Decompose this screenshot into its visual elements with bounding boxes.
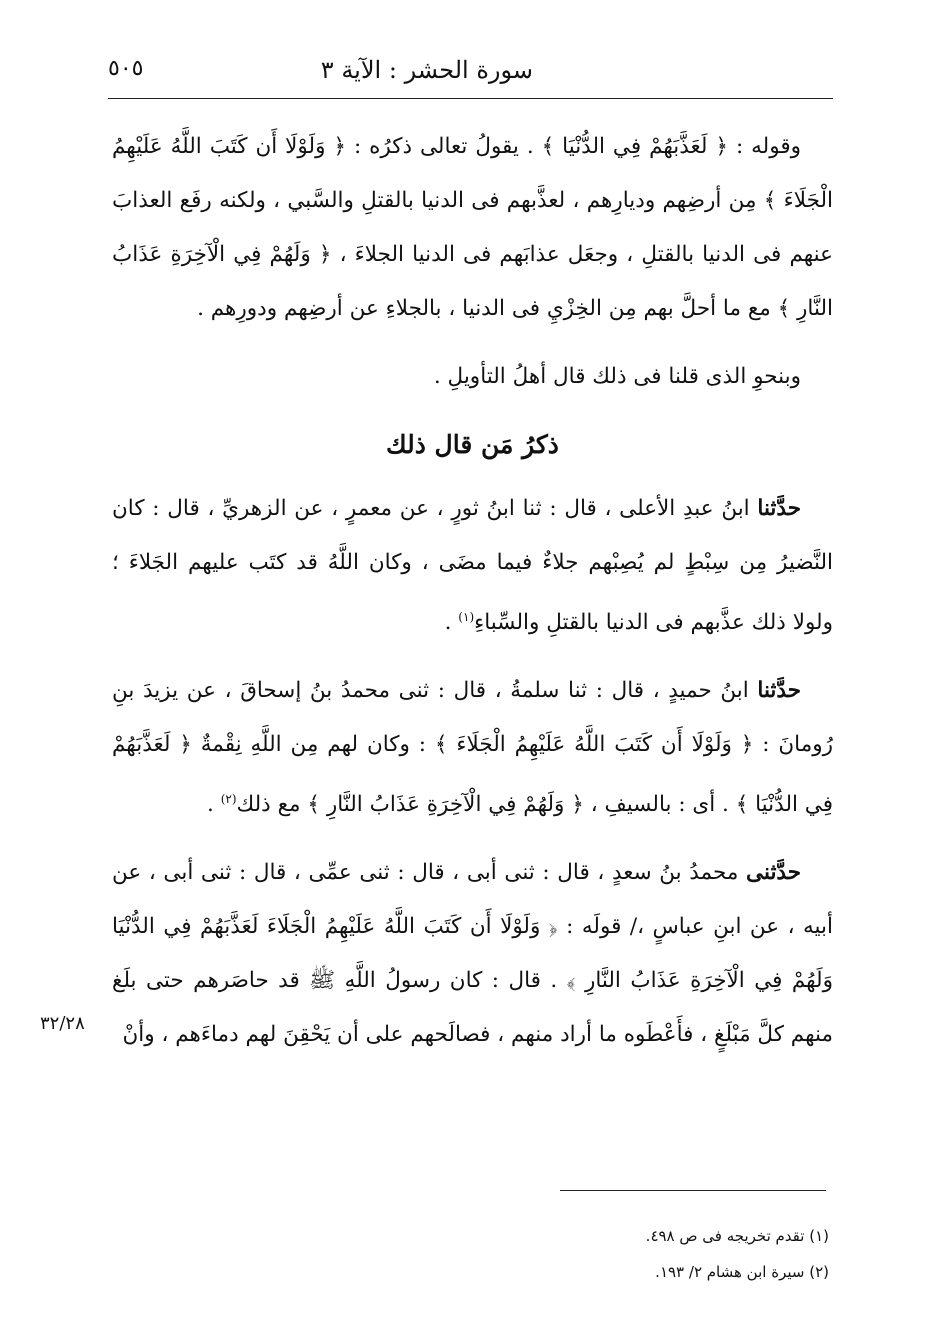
- footnote-marker: (١): [458, 610, 475, 624]
- narration-text: ابنُ حميدٍ ، قال : ثنا سلمةُ ، قال : ثنى محمدُ بنُ إسحاقَ ، عن يزيدَ بنِ رُومانَ : ﴿ وَلَوْلَا أَن كَتَبَ اللَّهُ عَلَيْهِمُ الْجَلَاءَ ﴾ : وكان لهم مِن اللَّهِ نِقْمةٌ ﴿ لَعَذَّبَهُمْ فِي الدُّنْيَا ﴾ . أى : بالسيفِ ، ﴿ وَلَهُمْ فِي الْآخِرَةِ عَذَابُ النَّارِ ﴾ مع ذلك: [112, 678, 833, 818]
- footnote-1: (١) تقدم تخريجه فى ص ٤٩٨.: [645, 1227, 829, 1245]
- narration-2: [112, 664, 833, 832]
- footnote-divider: [560, 1190, 826, 1191]
- narration-lead: حدَّثنا: [757, 678, 801, 704]
- narration-lead: حدَّثنا: [757, 496, 801, 521]
- margin-volume-reference: ٣٢/٢٨: [40, 1013, 85, 1034]
- page-number: ٥٠٥: [108, 56, 144, 81]
- footnote-marker: (٢): [220, 792, 237, 807]
- footnotes: [646, 1218, 829, 1290]
- narration-lead: حدَّثنى: [746, 860, 801, 886]
- paragraph-summary: [112, 350, 833, 404]
- running-header: [108, 50, 833, 90]
- narration-text: ابنُ عبدِ الأعلى ، قال : ثنا ابنُ ثورٍ ، عن معمرٍ ، عن الزهريِّ ، قال : كان النَّضيرُ مِن سِبْطٍ لم يُصِبْهم جلاءٌ فيما مضَى ، وكان اللَّهُ قد كتَب عليهم الجَلاءَ ؛ ولولا ذلك عذَّبهم فى الدنيا بالقتلِ والسِّباءِ: [112, 496, 833, 636]
- surah-title: سورة الحشر : الآية ٣: [320, 56, 533, 84]
- main-text: [112, 120, 833, 1076]
- narration-3: [112, 846, 833, 1062]
- summary-text: وبنحوِ الذى قلنا فى ذلك قال أهلُ التأويلِ .: [433, 364, 801, 389]
- section-heading: ذكرُ مَن قال ذلك: [386, 430, 559, 459]
- narration-end: .: [444, 610, 459, 636]
- narration-1: [112, 482, 833, 650]
- footnote-2: (٢) سيرة ابن هشام ٢/ ١٩٣.: [655, 1263, 829, 1281]
- header-divider: [108, 98, 833, 99]
- commentary-text: وقوله : ﴿ لَعَذَّبَهُمْ فِي الدُّنْيَا ﴾ . يقولُ تعالى ذكرُه : ﴿ وَلَوْلَا أَن كَتَبَ اللَّهُ عَلَيْهِمُ الْجَلَاءَ ﴾ مِن أرضِهم وديارِهم ، لعذَّبهم فى الدنيا بالقتلِ والسَّبي ، ولكنه رفَع العذابَ عنهم فى الدنيا بالقتلِ ، وجعَل عذابَهم فى الدنيا الجلاءَ ، ﴿ وَلَهُمْ فِي الْآخِرَةِ عَذَابُ النَّارِ ﴾ مع ما أحلَّ بهم مِن الخِزْيِ فى الدنيا ، بالجلاءِ عن أرضِهم ودورِهم .: [112, 134, 833, 321]
- narration-text: محمدُ بنُ سعدٍ ، قال : ثنى أبى ، قال : ثنى عمِّى ، قال : ثنى أبى ، عن أبيه ، عن ابنِ عباسٍ ،/ قولَه : ﴿ وَلَوْلَا أَن كَتَبَ اللَّهُ عَلَيْهِمُ الْجَلَاءَ لَعَذَّبَهُمْ فِي الدُّنْيَا وَلَهُمْ فِي الْآخِرَةِ عَذَابُ النَّارِ ﴾ . قال : كان رسولُ اللَّهِ ﷺ قد حاصَرهم حتى بلَغ منهم كلَّ مَبْلَغٍ ، فأَعْطَوه ما أراد منهم ، فصالَحهم على أن يَحْقِنَ لهم دماءَهم ، وأنْ: [112, 860, 833, 1048]
- paragraph-commentary: [112, 120, 833, 336]
- narration-end: .: [207, 792, 221, 818]
